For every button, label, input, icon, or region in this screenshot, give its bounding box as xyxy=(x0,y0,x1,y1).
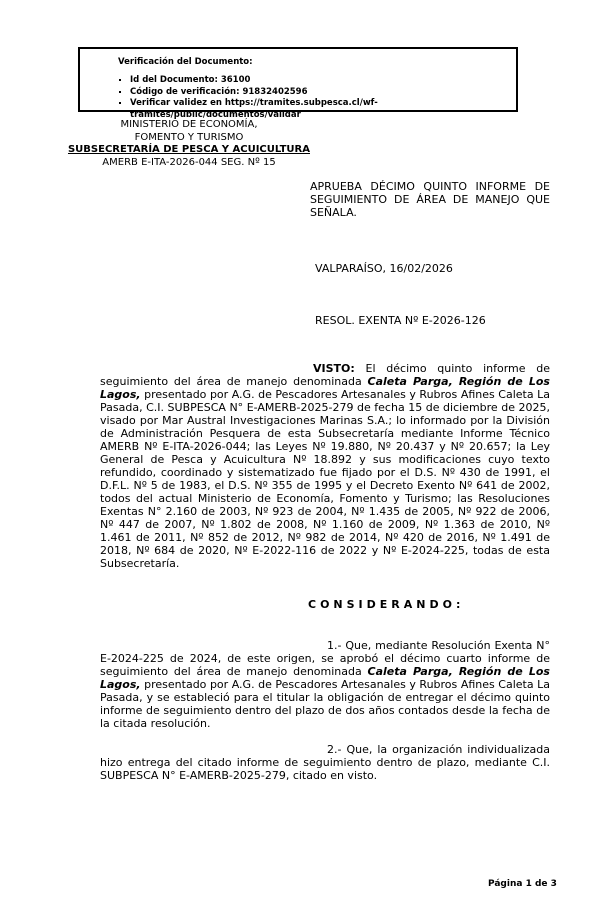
letterhead xyxy=(47,119,331,169)
verification-item-code: ▪ Código de verificación: 91832402596 xyxy=(130,87,510,99)
page-number: Página 1 de 3 xyxy=(488,879,557,889)
resolution-subject: APRUEBA DÉCIMO QUINTO INFORME DE SEGUIMIENTO DE ÁREA DE MANEJO QUE SEÑALA. xyxy=(310,180,550,219)
paragraph-2-number: 2.- xyxy=(327,743,342,756)
visto-paragraph xyxy=(100,362,550,570)
considerando-heading: CONSIDERANDO: xyxy=(308,598,465,611)
subsecretaria-line: SUBSECRETARÍA DE PESCA Y ACUICULTURA xyxy=(67,144,310,155)
area-name-bold: Caleta Parga, Región de Los Lagos, xyxy=(100,375,550,401)
area-name-bold: Caleta Parga, Región de Los Lagos, xyxy=(100,665,550,691)
amerb-reference: AMERB E-ITA-2026-044 SEG. Nº 15 xyxy=(102,156,276,168)
considerando-paragraph-1 xyxy=(100,639,550,730)
verification-item-url: ▪ Verificar validez en https://tramites.subpesca.cl/wf-tramites/public/documentos/validar xyxy=(130,98,510,121)
verification-box xyxy=(78,47,518,120)
verification-list xyxy=(118,75,510,121)
paragraph-1-text-after: presentado por A.G. de Pescadores Artesanales y Rubros Afines Caleta La Pasada, y se estableció para el titular la obligación de entregar el décimo quinto informe de seguimiento dentro del plazo de dos años contados desde la fecha de la citada resolución. xyxy=(100,678,550,730)
paragraph-2-text: Que, la organización individualizada hizo entrega del citado informe de seguimiento dentro de plazo, mediante C.I. SUBPESCA N° E-AMERB-2025-279, citado en visto. xyxy=(100,743,550,782)
visto-text-before: El décimo quinto informe de seguimiento del área de manejo denominada xyxy=(100,362,550,388)
visto-label: VISTO: xyxy=(313,362,355,375)
place-and-date: VALPARAÍSO, 16/02/2026 xyxy=(315,262,453,275)
ministry-line-1: MINISTERIO DE ECONOMÍA, xyxy=(120,119,258,130)
paragraph-1-number: 1.- xyxy=(327,639,342,652)
visto-text-after: presentado por A.G. de Pescadores Artesanales y Rubros Afines Caleta La Pasada, C.I. SUBPESCA N° E-AMERB-2025-279 de fecha 15 de diciembre de 2025, visado por Mar Austral Investigaciones Marinas S.A.; lo informado por la División de Administración Pesquera de esta Subsecretaría mediante Informe Técnico AMERB Nº E-ITA-2026-044; las Leyes Nº 19.880, Nº 20.437 y Nº 20.657; la Ley General de Pesca y Acuicultura Nº 18.892 y sus modificaciones cuyo texto refundido, coordinado y sistematizado fue fijado por el D.S. Nº 430 de 1991, el D.F.L. Nº 5 de 1983, el D.S. Nº 355 de 1995 y el Decreto Exento Nº 641 de 2002, todos del actual Ministerio de Economía, Fomento y Turismo; las Resoluciones Exentas N° 2.160 de 2003, Nº 923 de 2004, Nº 1.435 de 2005, Nº 922 de 2006, Nº 447 de 2007, Nº 1.802 de 2008, Nº 1.160 de 2009, Nº 1.363 de 2010, Nº 1.461 de 2011, Nº 852 de 2012, Nº 982 de 2014, Nº 420 de 2016, Nº 1.491 de 2018, Nº 684 de 2020, Nº E-2022-116 de 2022 y Nº E-2024-225, todas de esta Subsecretaría. xyxy=(100,388,550,570)
considerando-paragraph-2 xyxy=(100,743,550,782)
verification-item-doc-id: ▪ Id del Documento: 36100 xyxy=(130,75,510,87)
paragraph-1-text-before: Que, mediante Resolución Exenta N° E-2024-225 de 2024, de este origen, se aprobó el décimo cuarto informe de seguimiento del área de manejo denominada xyxy=(100,639,550,678)
ministry-line-2: FOMENTO Y TURISMO xyxy=(134,131,244,143)
resolution-number: RESOL. EXENTA Nº E-2026-126 xyxy=(315,314,486,327)
resolution-body xyxy=(100,362,550,782)
verification-title: Verificación del Documento: xyxy=(118,57,253,67)
